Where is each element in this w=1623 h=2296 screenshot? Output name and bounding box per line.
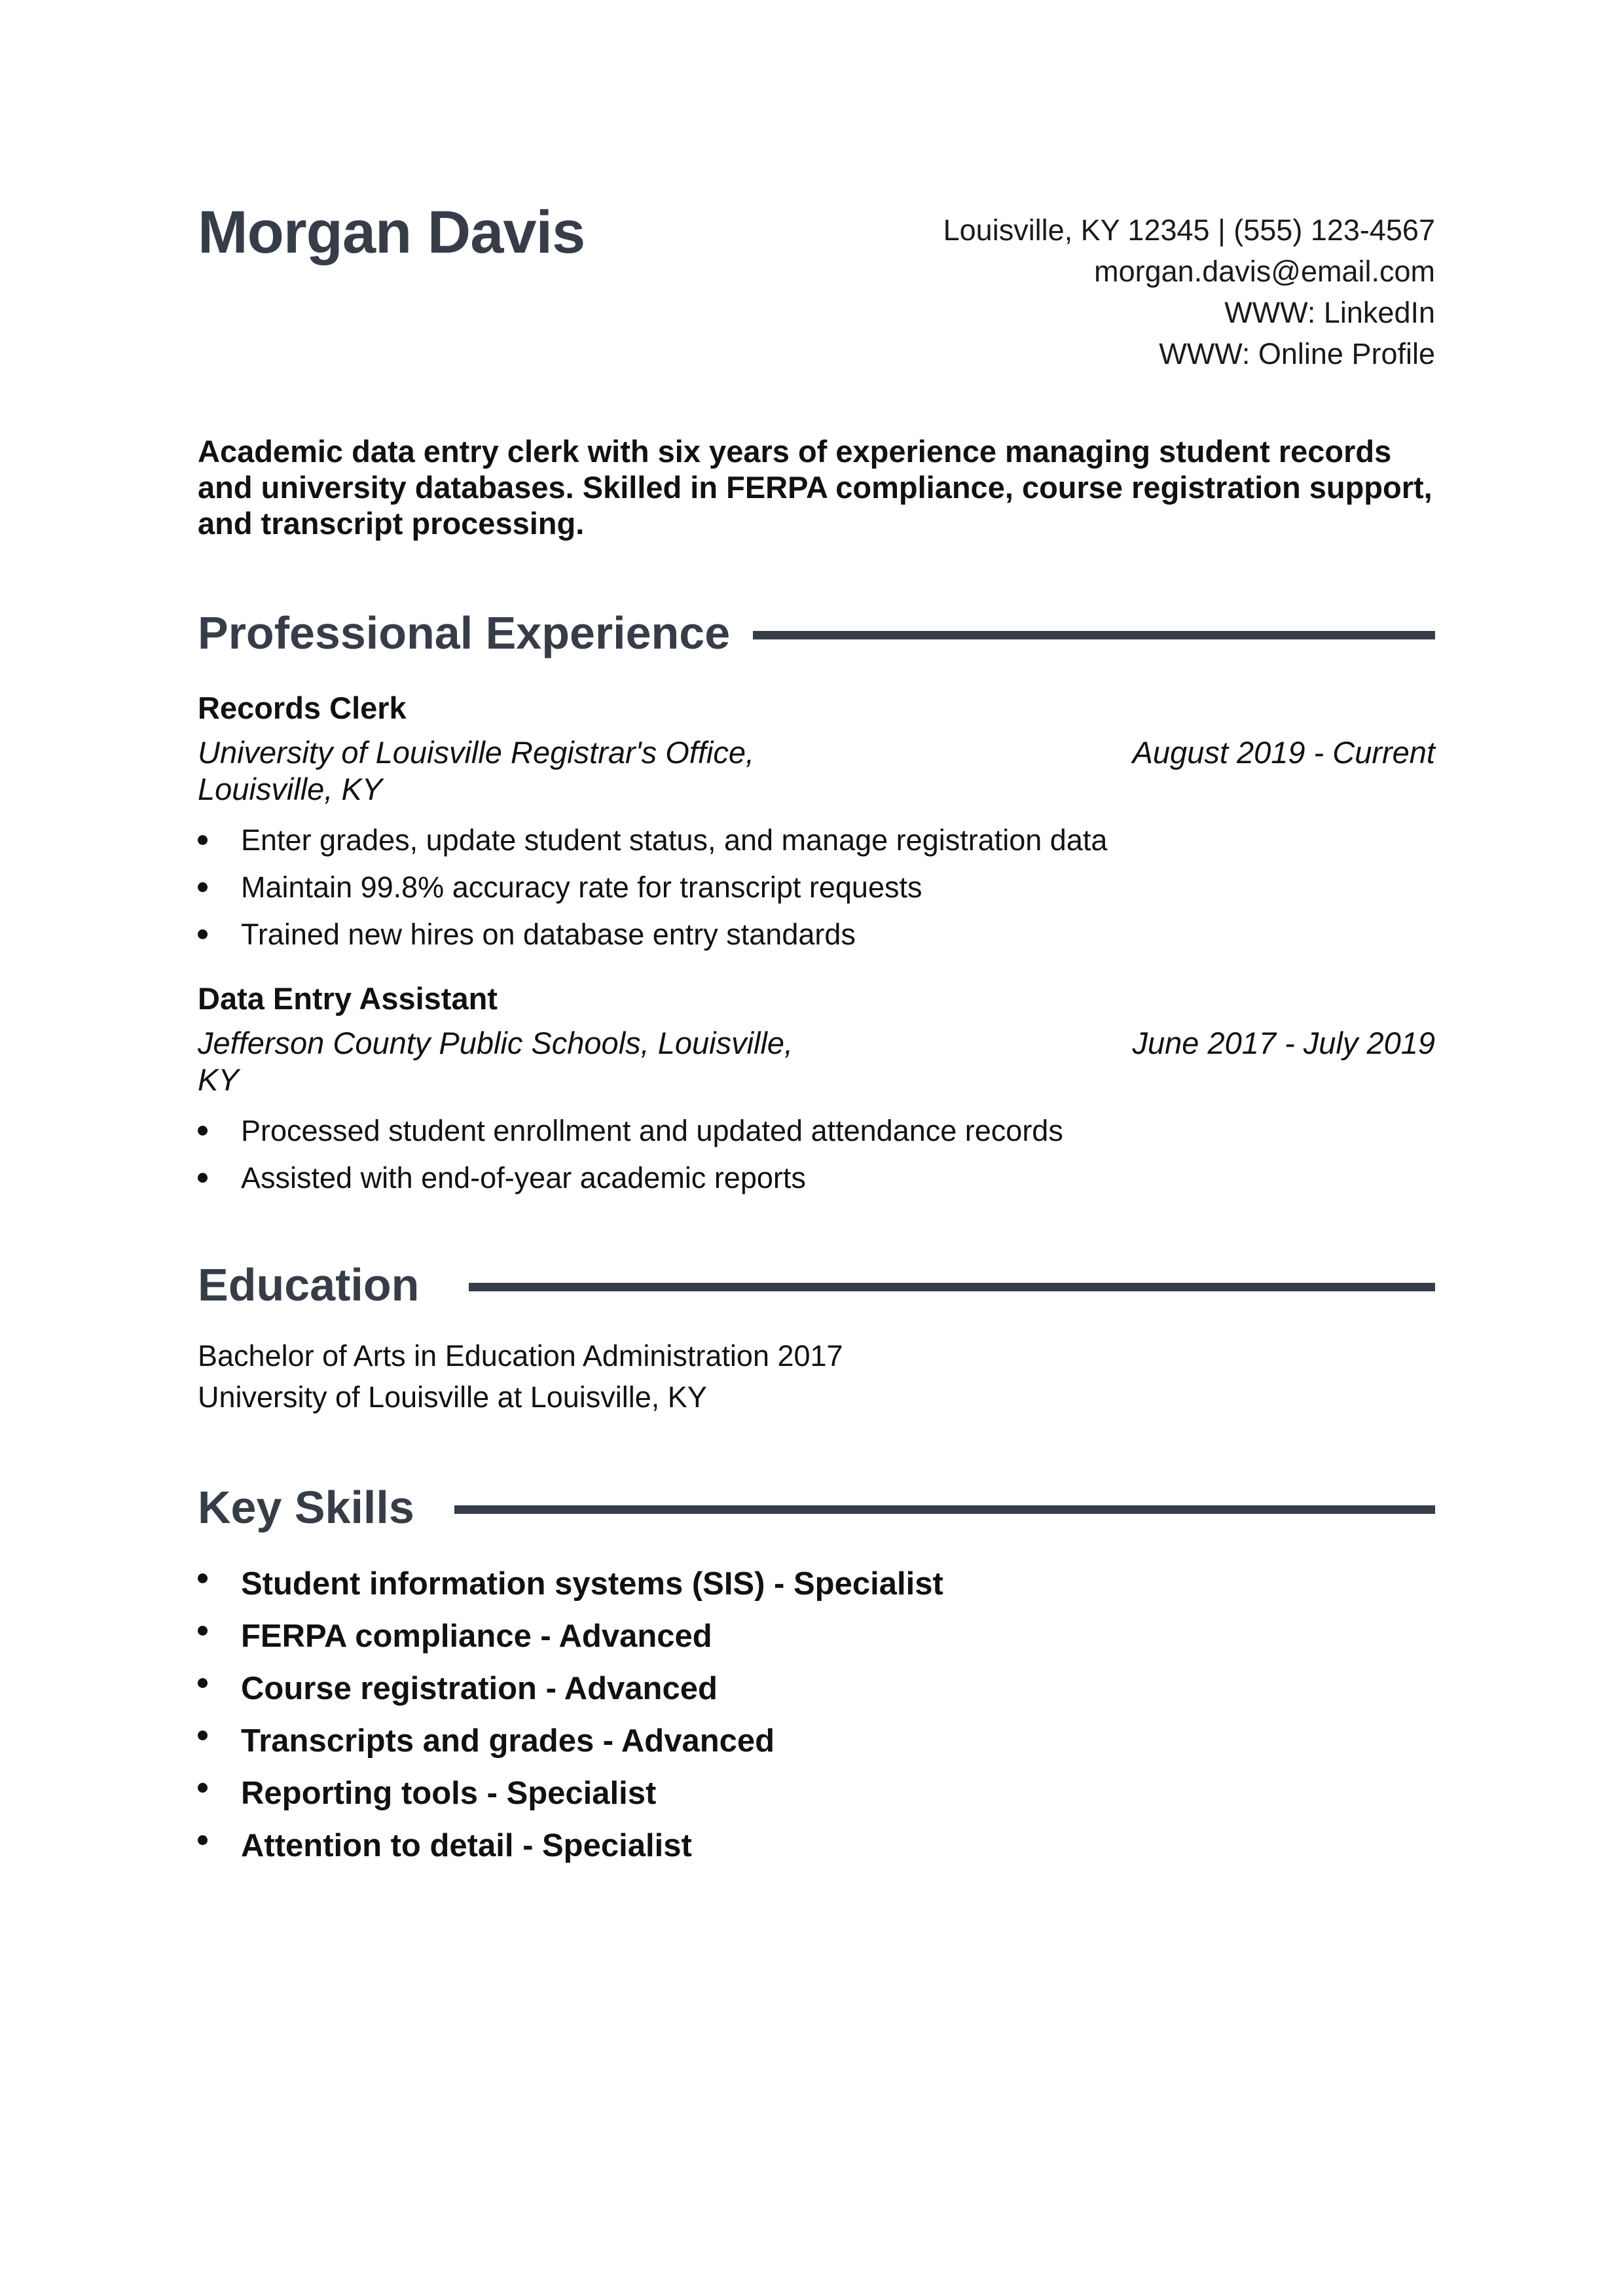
degree: Bachelor of Arts in Education Administration 2017 (198, 1339, 843, 1372)
skill-text: Course registration - Advanced (241, 1671, 718, 1706)
contact-block (943, 209, 1435, 374)
experience-heading: Professional Experience (198, 607, 731, 658)
job-title: Records Clerk (198, 691, 407, 725)
bullet-icon (198, 1835, 208, 1845)
online-profile-link[interactable]: WWW: Online Profile (1159, 337, 1435, 370)
list-item (198, 1107, 1435, 1155)
skills-section-heading (198, 1478, 1435, 1537)
school: University of Louisville at Louisville, KY (198, 1380, 707, 1414)
bullet-icon (198, 882, 208, 892)
bullet-icon (198, 1678, 208, 1688)
list-item (198, 911, 1435, 958)
list-item (198, 1715, 1435, 1767)
section-divider (753, 631, 1435, 639)
job-employer (198, 734, 800, 808)
list-item (198, 864, 1435, 911)
bullet-icon (198, 1626, 208, 1636)
bullet-text: Trained new hires on database entry standards (241, 918, 856, 951)
bullet-icon (198, 835, 208, 845)
employer-line: University of Louisville Registrar's Office, (198, 735, 755, 770)
candidate-name: Morgan Davis (198, 199, 585, 266)
job-employer (198, 1025, 800, 1098)
list-item (198, 1820, 1435, 1872)
education-details (198, 1335, 843, 1418)
list-item (198, 1662, 1435, 1715)
job-title: Data Entry Assistant (198, 981, 498, 1016)
list-item (198, 1610, 1435, 1662)
bullet-icon (198, 1573, 208, 1583)
list-item (198, 1155, 1435, 1202)
bullet-icon (198, 1783, 208, 1793)
address-phone: Louisville, KY 12345 | (555) 123-4567 (943, 213, 1435, 247)
education-heading: Education (198, 1259, 420, 1310)
education-section-heading (198, 1255, 1435, 1314)
list-item (198, 817, 1435, 864)
bullet-icon (198, 1173, 208, 1183)
employer-location: KY (198, 1062, 239, 1097)
list-item (198, 1767, 1435, 1820)
email-link[interactable]: morgan.davis@email.com (1094, 255, 1435, 288)
employer-location: Louisville, KY (198, 772, 383, 806)
skills-list (198, 1558, 1435, 1872)
list-item (198, 1558, 1435, 1610)
job-dates: June 2017 - July 2019 (1132, 1026, 1435, 1060)
bullet-icon (198, 1126, 208, 1136)
skill-text: Reporting tools - Specialist (241, 1776, 657, 1811)
employer-line: Jefferson County Public Schools, Louisville, (198, 1026, 793, 1060)
skill-text: Transcripts and grades - Advanced (241, 1723, 775, 1759)
experience-section-heading (198, 603, 1435, 662)
job-dates: August 2019 - Current (1132, 735, 1435, 770)
section-divider (454, 1505, 1435, 1514)
skills-heading: Key Skills (198, 1482, 414, 1533)
resume-header (198, 190, 1435, 386)
linkedin-link[interactable]: WWW: LinkedIn (1224, 296, 1435, 329)
bullet-icon (198, 929, 208, 939)
bullet-text: Enter grades, update student status, and manage registration data (241, 823, 1108, 857)
job-bullets (198, 817, 1435, 958)
bullet-text: Maintain 99.8% accuracy rate for transcript requests (241, 870, 922, 904)
professional-summary: Academic data entry clerk with six years of experience managing student records and university databases. Skilled in FERPA compliance, course registration support, and transcript processing. (198, 434, 1432, 541)
section-divider (469, 1283, 1435, 1291)
skill-text: FERPA compliance - Advanced (241, 1619, 712, 1654)
bullet-text: Processed student enrollment and updated attendance records (241, 1114, 1063, 1147)
bullet-text: Assisted with end-of-year academic reports (241, 1161, 806, 1194)
skill-text: Student information systems (SIS) - Specialist (241, 1566, 943, 1602)
bullet-icon (198, 1731, 208, 1740)
skill-text: Attention to detail - Specialist (241, 1828, 692, 1863)
job-bullets (198, 1107, 1435, 1202)
